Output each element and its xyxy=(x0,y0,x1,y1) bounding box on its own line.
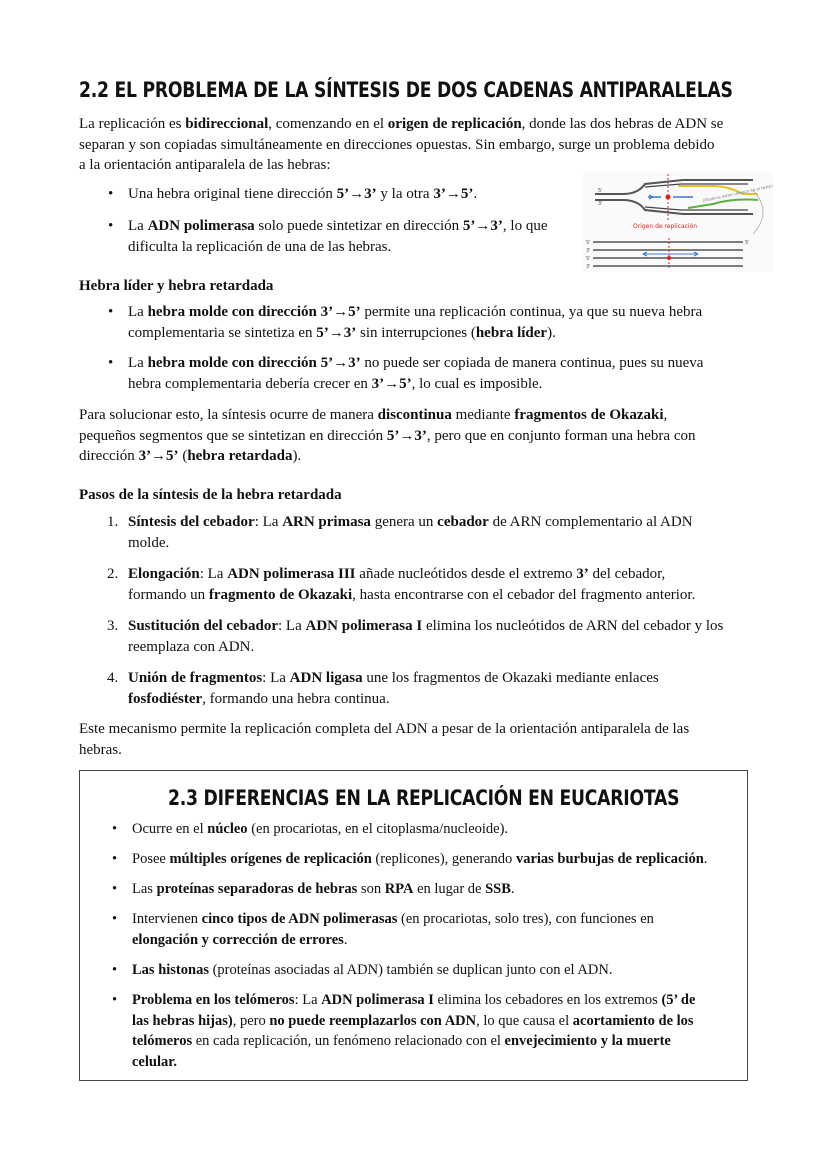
subheading-leading-lagging: Hebra líder y hebra retardada xyxy=(79,278,274,294)
bullet-polymerase: • La ADN polimerasa solo puede sintetizar en dirección 5’→3’, lo que dificulta la replicación de una de las hebras. xyxy=(128,216,548,257)
euk-bullet-histones: • Las histonas (proteínas asociadas al ADN) también se duplican junto con el ADN. xyxy=(132,960,612,981)
euk-bullet-proteins: • Las proteínas separadoras de hebras son RPA en lugar de SSB. xyxy=(132,879,515,900)
closing-paragraph: Este mecanismo permite la replicación completa del ADN a pesar de la orientación antiparalela de las hebras. xyxy=(79,721,690,758)
step-3-primer-replacement: 3. Sustitución del cebador: La ADN polimerasa I elimina los nucleótidos de ARN del cebador y los reemplaza con ADN. xyxy=(107,618,724,655)
intro-paragraph: La replicación es bidireccional, comenzando en el origen de replicación, donde las dos hebras de ADN se separan y son copiadas simultáneamente en direcciones opuestas. Sin embargo, surge un problema debido a la orientación antiparalela de las hebras: xyxy=(79,116,724,173)
fork-end-3-top: 3' xyxy=(598,201,603,207)
origin-label: Origen de replicación xyxy=(633,223,698,230)
fork-note: (Observa estas cebraco en el texto) xyxy=(702,183,773,203)
section-title-2-3: 2.3 DIFERENCIAS EN LA REPLICACIÓN EN EUCARIOTAS xyxy=(168,786,680,810)
lin-end-3-a: 3' xyxy=(586,248,591,254)
bullet-strand-direction: • Una hebra original tiene dirección 5’→3’ y la otra 3’→5’. xyxy=(128,184,477,205)
section-title-2-2: 2.2 EL PROBLEMA DE LA SÍNTESIS DE DOS CADENAS ANTIPARALELAS xyxy=(79,78,733,102)
replication-fork-figure xyxy=(583,172,773,272)
step-1-primer: 1. Síntesis del cebador: La ARN primasa genera un cebador de ARN complementario al ADN molde. xyxy=(107,514,693,551)
bullet-leading-strand: • La hebra molde con dirección 3’→5’ permite una replicación continua, ya que su nueva hebra complementaria se sintetiza en 5’→3’ sin interrupciones (hebra líder). xyxy=(128,302,702,343)
lin-end-5-a: 5' xyxy=(586,240,591,246)
euk-bullet-polymerases: • Intervienen cinco tipos de ADN polimerasas (en procariotas, solo tres), con funciones en elongación y corrección de errores. xyxy=(132,909,654,950)
okazaki-paragraph: Para solucionar esto, la síntesis ocurre de manera discontinua mediante fragmentos de Okazaki, pequeños segmentos que se sintetizan en dirección 5’→3’, pero que en conjunto forman una hebra con dirección 3’→5’ (hebra retardada). xyxy=(79,407,696,464)
lin-end-3-b: 3' xyxy=(586,264,591,270)
step-2-elongation: 2. Elongación: La ADN polimerasa III añade nucleótidos desde el extremo 3’ del cebador, formando un fragmento de Okazaki, hasta encontrarse con el cebador del fragmento anterior. xyxy=(107,566,696,603)
euk-bullet-origins: • Posee múltiples orígenes de replicación (replicones), generando varias burbujas de replicación. xyxy=(132,849,707,870)
bullet-lagging-strand: • La hebra molde con dirección 5’→3’ no puede ser copiada de manera continua, pues su nueva hebra complementaria debería crecer en 3’→5’, lo cual es imposible. xyxy=(128,353,703,394)
subheading-lagging-steps: Pasos de la síntesis de la hebra retardada xyxy=(79,487,342,503)
lin-end-5-b: 5' xyxy=(586,256,591,262)
fork-end-5-top: 5' xyxy=(598,188,603,194)
euk-bullet-telomeres: • Problema en los telómeros: La ADN polimerasa I elimina los cebadores en los extremos (5’ de las hebras hijas), pero no puede reemplazarlos con ADN, lo que causa el acortamiento de los telómeros en cada replicación, un fenómeno relacionado con el envejecimiento y la muerte celular. xyxy=(132,990,695,1072)
euk-bullet-nucleus: • Ocurre en el núcleo (en procariotas, en el citoplasma/nucleoide). xyxy=(132,819,508,840)
lin-end-5-right: 5' xyxy=(745,240,750,246)
step-4-ligation: 4. Unión de fragmentos: La ADN ligasa une los fragmentos de Okazaki mediante enlaces fosfodiéster, formando una hebra continua. xyxy=(107,670,659,707)
